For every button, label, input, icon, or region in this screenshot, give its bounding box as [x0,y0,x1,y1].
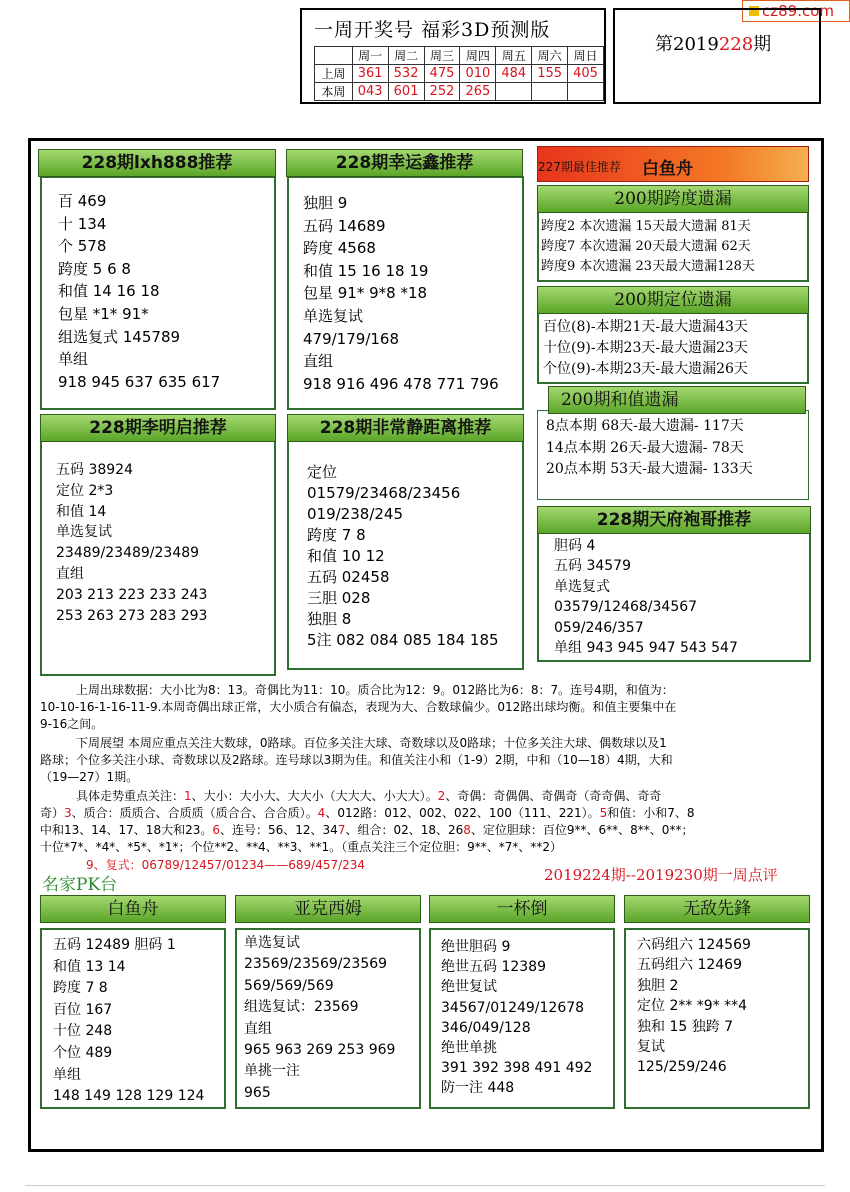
line: 和值 15 16 18 19 [303,261,429,280]
line: 和值 13 14 [53,958,126,975]
line: 五码 34579 [554,558,631,575]
issue-prefix: 第2019 [655,34,719,55]
key-number: 3 [64,806,72,820]
line: 绝世胆码 9 [441,939,511,955]
issue-number-panel [613,8,821,104]
best-prefix: 227期最佳推荐 [538,160,621,174]
line: 单挑一注 [244,1063,300,1080]
line: 125/259/246 [637,1059,727,1076]
result-cell [496,83,532,101]
line: 独胆 9 [303,194,348,212]
analysis-line: 上周出球数据：大小比为8：13。奇偶比为11：10。质合比为12：9。012路比为6：8：7。连号4期，和值为： [76,683,674,697]
kuadu-header: 200期跨度遗漏 [537,185,809,213]
yibeidao-header: 一杯倒 [429,895,615,923]
hezhi-header: 200期和值遗漏 [548,386,806,414]
limingqi-header: 228期李明启推荐 [40,414,276,442]
text: 中和13、14、17、18大和23。 [40,823,213,837]
line: 20点本期 53天-最大遗漏- 133天 [546,461,753,477]
result-cell: 405 [568,65,604,83]
yibeidao-content [441,937,592,1099]
line: 918 916 496 478 771 796 [303,374,499,393]
weekly-results-table [314,46,604,101]
line: 253 263 273 283 293 [56,607,208,624]
line: 5注 082 084 085 184 185 [307,631,499,649]
line: 跨度 7 8 [307,526,366,544]
line: 防一注 448 [441,1080,515,1097]
line: 定位 2** *9* **4 [637,998,748,1015]
key-number: 6 [212,823,220,837]
line: 组选复试：23569 [244,999,359,1016]
result-cell [568,83,604,101]
line: 965 963 269 253 969 [244,1042,396,1059]
corner-cell [315,47,353,65]
key-number: 8 [463,823,471,837]
line: 六码组六 124569 [637,937,751,953]
issue-number: 228 [718,34,754,55]
line: 包星 *1* 91* [58,304,149,323]
line: 跨度7 本次遗漏 20天最大遗漏 62天 [541,239,751,254]
day-header: 周一 [352,47,388,65]
line: 复试 [637,1039,665,1056]
line: 203 213 223 233 243 [56,586,208,603]
result-cell: 010 [460,65,496,83]
day-header: 周日 [568,47,604,65]
line: 独和 15 独跨 7 [637,1018,734,1035]
line: 五码 38924 [56,462,133,478]
result-cell: 265 [460,83,496,101]
xingyunxin-header: 228期幸运鑫推荐 [286,149,523,177]
text: 、连号：56、12、34 [220,823,338,837]
line: 单选复式 [554,578,610,595]
key-number: 1 [184,789,192,803]
line: 十位(9)-本期23天-最大遗漏23天 [543,340,748,356]
line: 918 945 637 635 617 [58,372,221,391]
analysis-line-red: 9、复式：06789/12457/01234——689/457/234 [86,858,366,872]
analysis-line: 10-10-16-1-16-11-9.本周奇偶出球正常，大小质合有偏态，表现为大、合数球偏少。012路出球均衡。和值主要集中在 [40,700,677,714]
text: 和值：小和7、8 [607,806,695,820]
line: 346/049/128 [441,1019,531,1036]
line: 和值 10 12 [307,547,385,565]
line: 391 392 398 491 492 [441,1060,593,1077]
key-number: 5 [599,806,608,820]
line: 01579/23468/23456 [307,484,461,502]
line: 34567/01249/12678 [441,999,585,1016]
line: 独胆 8 [307,610,352,628]
lxh888-header: 228期lxh888推荐 [38,149,276,177]
line: 965 [244,1084,271,1101]
review-range: 2019224期--2019230期一周点评 [544,866,778,884]
key-number: 4 [317,806,326,820]
text: 具体走势重点关注： [76,789,185,803]
line: 跨度 5 6 8 [58,259,131,278]
analysis-line [76,788,661,805]
best-banner [537,146,809,182]
dingwei-content [543,317,748,380]
line: 059/246/357 [554,619,644,636]
line: 14点本期 26天-最大遗漏- 78天 [546,439,744,456]
result-cell: 601 [388,83,424,101]
text: 、012路：012、002、022、100（111、221）。 [325,806,600,820]
line: 胆码 4 [554,538,596,554]
yakexim-header: 亚克西姆 [235,895,421,923]
day-header: 周六 [532,47,568,65]
text: 、质合：质质合、合质质（质合合、合合质）。 [71,806,318,820]
line: 148 149 128 129 124 [53,1088,205,1105]
key-number: 7 [337,823,346,837]
wudixianfeng-content [637,935,751,1078]
tianfu-header: 228期天府袍哥推荐 [537,506,811,534]
analysis-line [40,805,695,822]
line: 定位 [307,463,338,481]
text: 、大小：大小大、大大小（大大大、小大大）。 [191,789,438,803]
line: 和值 14 16 18 [58,282,160,301]
dingwei-header: 200期定位遗漏 [537,286,809,314]
pk-label: 名家PK台 [42,875,118,895]
issue-suffix: 期 [753,34,772,55]
key-number: 2 [437,789,446,803]
line: 三胆 028 [307,589,371,607]
line: 独胆 2 [637,977,679,994]
line: 单选复试 [303,306,364,325]
line: 个位(9)-本期23天-最大遗漏26天 [543,361,748,377]
xingyunxin-content [303,192,499,395]
line: 单组 [58,350,89,369]
day-header: 周三 [424,47,460,65]
line: 五码组六 12469 [637,957,742,974]
analysis-line: 下周展望 本周应重点关注大数球，0路球。百位多关注大球、奇数球以及0路球；十位多关注大球、偶数球以及1 [76,736,667,750]
result-cell: 532 [388,65,424,83]
result-cell: 484 [496,65,532,83]
line: 跨度9 本次遗漏 23天最大遗漏128天 [541,259,755,274]
line: 和值 14 [56,503,107,520]
line: 跨度 7 8 [53,980,108,997]
line: 03579/12468/34567 [554,599,698,616]
line: 直组 [56,565,84,582]
line: 百位 167 [53,1001,113,1018]
line: 个位 489 [53,1044,113,1061]
weekly-results-panel [300,8,606,104]
feichang-content [307,462,499,651]
line: 单组 943 945 947 543 547 [554,640,738,657]
analysis-line: 路球；个位多关注小球、奇数球以及2路球。连号球以3期为佳。和值关注小和（1-9）2期，中和（10—18）4期，大和 [40,753,673,767]
line: 23489/23489/23489 [56,545,200,562]
analysis-line: 9-16之间。 [40,717,104,731]
line: 绝世五码 12389 [441,959,546,976]
result-cell [532,83,568,101]
line: 十位 248 [53,1023,113,1040]
line: 绝世复试 [441,979,497,996]
bai-yu-zhou-header: 白鱼舟 [40,895,226,923]
kuadu-content [541,217,755,277]
line: 单选复试 [56,524,112,541]
weekly-title: 一周开奖号 福彩3D预测版 [314,19,551,41]
line: 十 134 [58,214,107,233]
line: 跨度2 本次遗漏 15天最大遗漏 81天 [541,219,751,234]
day-header: 周二 [388,47,424,65]
bai-yu-zhou-content [53,935,204,1108]
line: 百位(8)-本期21天-最大遗漏43天 [543,319,748,335]
line: 组选复式 145789 [58,327,181,346]
result-cell: 475 [424,65,460,83]
wudixianfeng-header: 无敌先鋒 [624,895,810,923]
line: 包星 91* 9*8 *18 [303,284,428,303]
limingqi-content [56,460,207,626]
analysis-line [40,822,693,839]
feichang-header: 228期非常静距离推荐 [287,414,524,442]
line: 569/569/569 [244,977,334,994]
line: 8点本期 68天-最大遗漏- 117天 [546,418,744,434]
analysis-line: （19—27）1期。 [40,770,139,784]
line: 五码 12489 胆码 1 [53,937,176,953]
result-cell: 043 [352,83,388,101]
line: 单选复试 [244,935,300,951]
line: 个 578 [58,237,107,256]
row-label-this-week: 本周 [315,83,353,101]
best-name: 白鱼舟 [642,159,693,179]
tianfu-content [554,536,738,658]
text: 、定位胆球：百位9**、6**、8**、0**； [470,823,694,837]
bottom-divider [25,1185,825,1186]
text: 、组合：02、18、26 [345,823,464,837]
line: 跨度 4568 [303,239,376,258]
day-header: 周四 [460,47,496,65]
line: 单组 [53,1066,81,1083]
row-label-last-week: 上周 [315,65,353,83]
hezhi-content [546,416,753,481]
result-cell: 155 [532,65,568,83]
lxh888-content [58,190,220,393]
line: 直组 [244,1020,272,1037]
logo-text: cz89.com [762,2,835,20]
line: 479/179/168 [303,329,399,348]
line: 定位 2*3 [56,482,114,499]
line: 23569/23569/23569 [244,956,388,973]
text: 、奇偶：奇偶偶、奇偶奇（奇奇偶、奇奇 [445,789,662,803]
yakexim-content [244,933,395,1104]
text: 奇） [40,806,65,820]
line: 直组 [303,352,334,371]
line: 五码 14689 [303,216,386,235]
line: 绝世单挑 [441,1040,497,1057]
analysis-line: 十位*7*、*4*、*5*、*1*；个位**2、**4、**3、**1。（重点关注三个定位胆：9**、*7*、**2） [40,840,562,854]
result-cell: 361 [352,65,388,83]
day-header: 周五 [496,47,532,65]
line: 五码 02458 [307,568,390,586]
line: 019/238/245 [307,505,403,523]
line: 百 469 [58,192,107,210]
result-cell: 252 [424,83,460,101]
